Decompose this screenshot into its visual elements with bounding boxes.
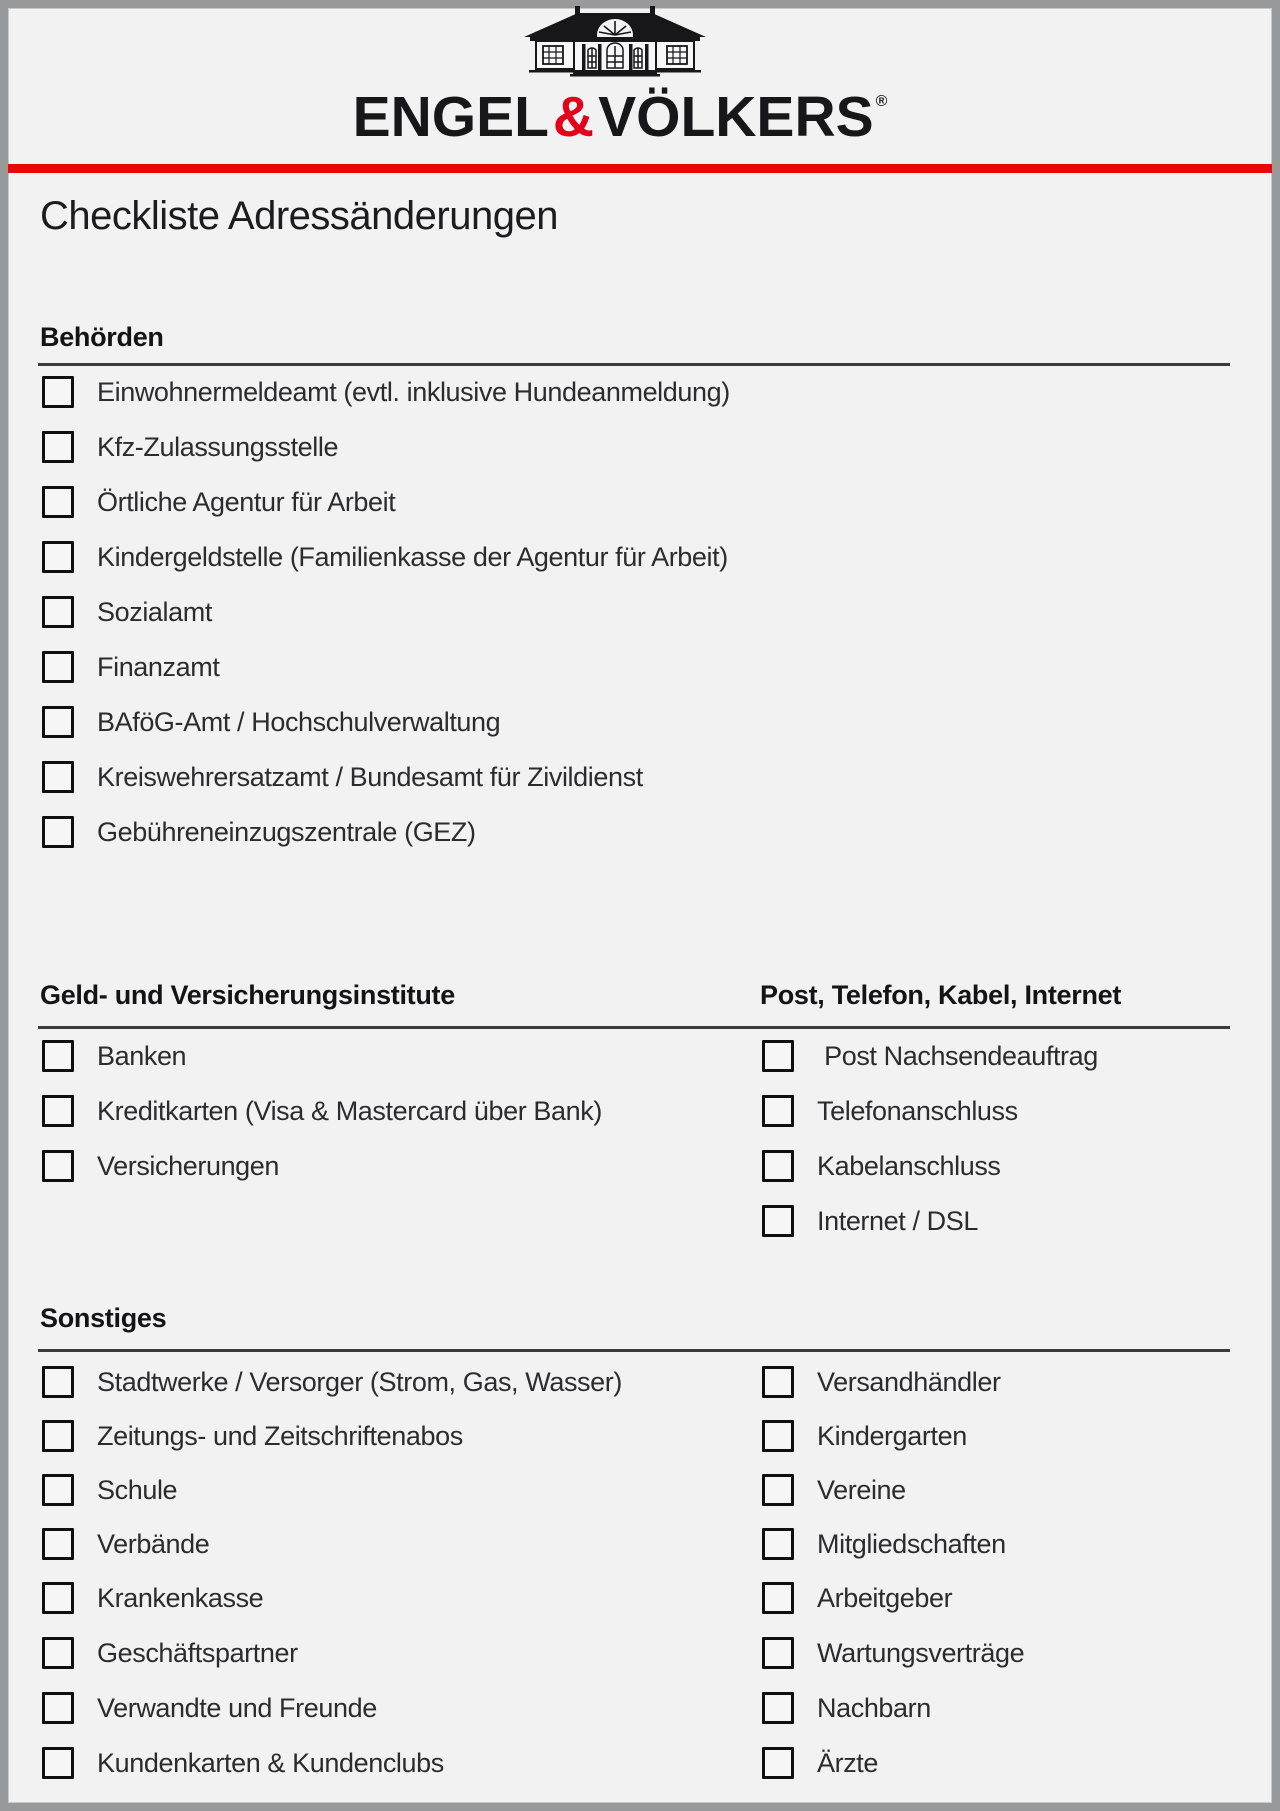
checklist-item-label: Post Nachsendeauftrag [817,1040,1098,1071]
checkbox[interactable] [762,1420,794,1452]
checklist-item-label: Kindergeldstelle (Familienkasse der Agentur für Arbeit) [97,541,728,572]
checkbox[interactable] [42,541,74,573]
checklist-row [762,1691,931,1725]
checklist-item-label: Gebühreneinzugszentrale (GEZ) [97,816,476,847]
checklist-item-label: Internet / DSL [817,1205,978,1236]
red-divider-bar [8,164,1272,173]
checklist-row [42,815,476,849]
checklist-item-label: Finanzamt [97,651,220,682]
checkbox[interactable] [42,431,74,463]
checklist-item-label: Telefonanschluss [817,1095,1018,1126]
checklist-item-label: Zeitungs- und Zeitschriftenabos [97,1420,463,1451]
checklist-row [42,595,212,629]
checkbox[interactable] [762,1474,794,1506]
checklist-row [762,1149,1001,1183]
checklist-row [762,1419,967,1453]
section-heading: Post, Telefon, Kabel, Internet [760,980,1122,1010]
checkbox[interactable] [42,1040,74,1072]
checklist-row [42,1746,444,1780]
checklist-row [42,705,500,739]
checklist-row [762,1094,1018,1128]
checklist-row [42,540,728,574]
checkbox[interactable] [42,1366,74,1398]
checklist-item-label: Mitgliedschaften [817,1528,1006,1559]
section-divider [38,1026,1230,1029]
checkbox[interactable] [42,1474,74,1506]
checkbox[interactable] [42,1095,74,1127]
section-heading: Behörden [40,322,164,352]
checklist-row [42,1473,177,1507]
checklist-item-label: Schule [97,1474,178,1505]
checklist-item-label: Versicherungen [97,1150,280,1181]
checklist-item-label: Versandhändler [817,1366,1001,1397]
checklist-item-label: Kfz-Zulassungsstelle [97,431,339,462]
checklist-row [42,1419,463,1453]
checklist-item-label: Kreditkarten (Visa & Mastercard über Bank) [97,1095,602,1126]
checkbox[interactable] [762,1582,794,1614]
checklist-row [42,1636,298,1670]
checklist-item-label: Verbände [97,1528,210,1559]
checklist-row [42,485,395,519]
brand-logo [0,84,1238,150]
checklist-row [762,1746,878,1780]
checklist-item-label: Kindergarten [817,1420,967,1451]
checklist-row [42,1691,377,1725]
checkbox[interactable] [42,1692,74,1724]
checkbox[interactable] [762,1095,794,1127]
checklist-item-label: Ärzte [817,1747,879,1778]
checklist-row [42,1094,602,1128]
checklist-row [762,1527,1006,1561]
checkbox[interactable] [42,1420,74,1452]
checkbox[interactable] [42,486,74,518]
checkbox[interactable] [762,1692,794,1724]
checkbox[interactable] [42,651,74,683]
brand-name-left: ENGEL [352,85,549,149]
brand-ampersand: & [552,85,595,149]
checklist-item-label: Kreiswehrersatzamt / Bundesamt für Zivildienst [97,761,643,792]
checklist-item-label: Geschäftspartner [97,1637,298,1668]
checklist-row [762,1473,906,1507]
checkbox[interactable] [42,1150,74,1182]
checkbox[interactable] [42,706,74,738]
checklist-item-label: Krankenkasse [97,1582,264,1613]
checklist-item-label: Sozialamt [97,596,212,627]
checkbox[interactable] [42,761,74,793]
checkbox[interactable] [42,1528,74,1560]
checklist-item-label: Kabelanschluss [817,1150,1001,1181]
checkbox[interactable] [762,1747,794,1779]
checklist-row [42,760,643,794]
checklist-row [762,1636,1024,1670]
checklist-row [762,1581,952,1615]
checkbox[interactable] [762,1528,794,1560]
section-heading: Sonstiges [40,1303,167,1333]
registered-trademark-symbol: ® [875,93,888,110]
checklist-row [762,1039,1098,1073]
section-divider [38,363,1230,366]
checklist-row [762,1204,978,1238]
checklist-row [42,1581,263,1615]
section-heading: Geld- und Versicherungsinstitute [40,980,455,1010]
checkbox[interactable] [762,1040,794,1072]
checkbox[interactable] [42,376,74,408]
checklist-item-label: Einwohnermeldeamt (evtl. inklusive Hundeanmeldung) [97,376,730,407]
checklist-item-label: Nachbarn [817,1692,931,1723]
checklist-item-label: Kundenkarten & Kundenclubs [97,1747,444,1778]
checkbox[interactable] [42,816,74,848]
checklist-item-label: Banken [97,1040,187,1071]
checkbox[interactable] [762,1150,794,1182]
checklist-row [42,1039,186,1073]
checkbox[interactable] [42,1637,74,1669]
checklist-row [42,1527,209,1561]
page-title: Checkliste Adressänderungen [40,194,558,238]
checkbox[interactable] [42,1582,74,1614]
checkbox[interactable] [42,1747,74,1779]
checkbox[interactable] [762,1637,794,1669]
checklist-row [42,650,219,684]
checkbox[interactable] [42,596,74,628]
checklist-item-label: BAföG-Amt / Hochschulverwaltung [97,706,501,737]
checklist-item-label: Verwandte und Freunde [97,1692,377,1723]
checklist-item-label: Wartungsverträge [817,1637,1025,1668]
checklist-item-label: Vereine [817,1474,906,1505]
checklist-item-label: Stadtwerke / Versorger (Strom, Gas, Wasser) [97,1366,622,1397]
checklist-row [42,375,730,409]
checkbox[interactable] [762,1205,794,1237]
checklist-item-label: Arbeitgeber [817,1582,953,1613]
section-divider [38,1349,1230,1352]
checklist-row [42,1365,622,1399]
checklist-row [42,430,338,464]
checklist-item-label: Örtliche Agentur für Arbeit [97,486,396,517]
checklist-row [42,1149,279,1183]
villa-logo-icon [512,4,718,82]
checklist-row [762,1365,1001,1399]
checkbox[interactable] [762,1366,794,1398]
brand-name-right: VÖLKERS [598,85,874,149]
